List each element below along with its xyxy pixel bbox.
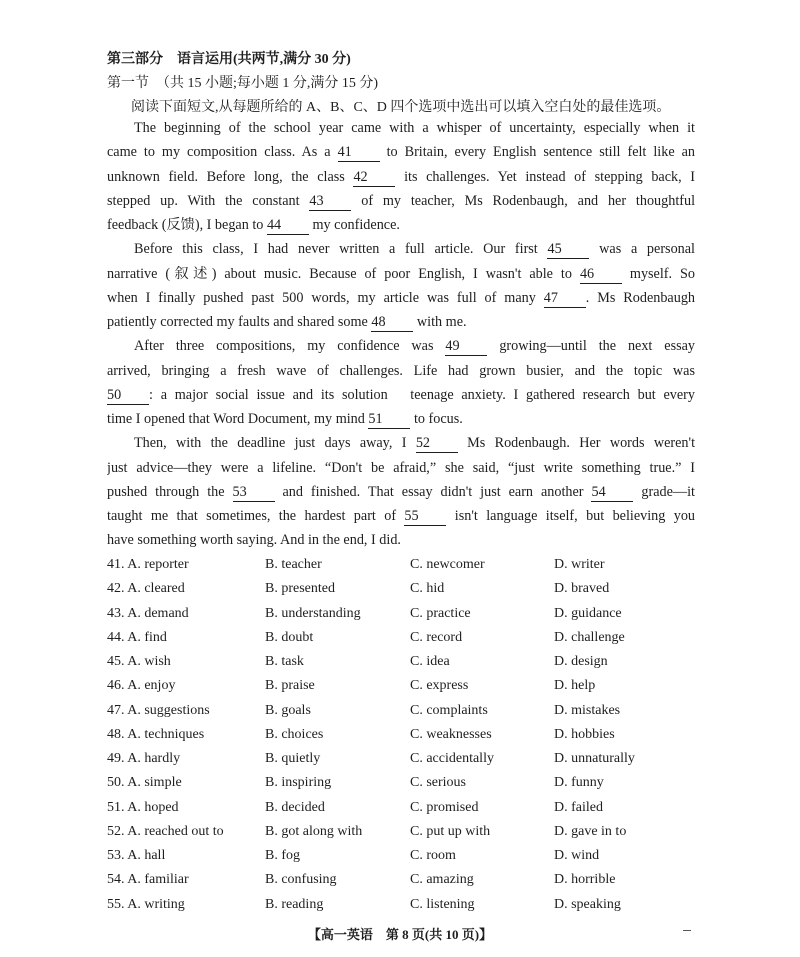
option-b: B. quietly [265,751,321,766]
blank-53: 53 [233,484,275,502]
option-d: D. horrible [554,872,616,888]
passage-line: After three compositions, my confidence was 49 growing—until the next essay [134,338,695,355]
option-d: D. gave in to [554,823,627,839]
option-row [107,821,707,845]
option-a: 41. A. reporter [107,557,189,572]
option-b: B. choices [265,726,324,742]
blank-46: 46 [580,266,622,284]
passage-line: came to my composition class. As a 41 to Britain, every English sentence still felt like an [107,144,695,161]
blank-55: 55 [404,508,446,526]
part-title: 第一节 （共 15 小题;每小题 1 分,满分 15 分) [107,76,379,91]
option-b: B. inspiring [265,775,332,791]
blank-49: 49 [445,338,487,356]
passage-line: when I finally pushed past 500 words, my article was full of many 47 . Ms Rodenbaugh [107,289,695,306]
option-d: D. challenge [554,629,625,645]
passage-line: The beginning of the school year came with a whisper of uncertainty, especially when it [134,120,695,136]
option-c: C. serious [410,775,466,791]
option-a: 44. A. find [107,629,167,645]
option-d: D. failed [554,799,603,815]
option-row [107,894,707,918]
option-row [107,724,707,748]
option-a: 54. A. familiar [107,872,189,888]
option-a: 51. A. hoped [107,799,179,815]
option-d: D. braved [554,581,610,597]
option-d: D. design [554,654,608,669]
blank-52: 52 [416,435,458,453]
blank-54: 54 [591,484,633,502]
option-a: 43. A. demand [107,605,189,621]
option-row [107,651,707,675]
blank-47: 47 [544,290,586,308]
options-list [107,554,707,918]
passage-line: arrived, bringing a fresh wave of challenges. Life had grown busier, and the topic was [107,362,695,379]
section-title: 第三部分 语言运用(共两节,满分 30 分) [107,52,351,67]
option-b: B. got along with [265,823,363,839]
passage-line: patiently corrected my faults and shared some 48 with me. [107,314,467,330]
option-a: 49. A. hardly [107,751,181,766]
option-a: 55. A. writing [107,896,185,912]
option-a: 42. A. cleared [107,581,185,597]
blank-45: 45 [547,241,589,259]
option-b: B. decided [265,799,325,815]
option-row [107,845,707,869]
blank-51: 51 [368,411,410,429]
option-row [107,603,707,627]
option-b: B. understanding [265,605,361,621]
option-a: 53. A. hall [107,848,166,863]
passage-line: taught me that sometimes, the hardest part of 55 isn't language itself, but believing you [107,508,695,524]
option-c: C. practice [410,605,471,621]
passage-line: stepped up. With the constant 43 of my teacher, Ms Rodenbaugh, and her thoughtful [107,192,695,209]
option-c: C. record [410,629,463,645]
option-row [107,675,707,699]
page-footer: 【高一英语 第 8 页(共 10 页)】 [307,927,493,942]
option-row [107,578,707,602]
corner-dash [683,930,691,931]
blank-41: 41 [338,144,380,162]
blank-48: 48 [371,314,413,332]
blank-50: 50 [107,387,149,405]
option-row [107,797,707,821]
passage [107,116,695,553]
option-c: C. put up with [410,823,491,839]
option-d: D. speaking [554,896,621,912]
option-c: C. hid [410,581,445,597]
option-row [107,627,707,651]
option-b: B. doubt [265,629,314,645]
option-a: 52. A. reached out to [107,823,224,839]
passage-line: time I opened that Word Document, my mind 51 to focus. [107,411,463,427]
option-a: 48. A. techniques [107,726,205,742]
option-row [107,748,707,772]
option-row [107,700,707,724]
blank-42: 42 [353,169,395,187]
option-c: C. accidentally [410,751,494,766]
passage-line: pushed through the 53 and finished. That essay didn't just earn another 54 grade—it [107,483,695,500]
option-c: C. room [410,848,456,863]
option-b: B. teacher [265,557,322,572]
option-d: D. guidance [554,605,622,621]
passage-line: have something worth saying. And in the end, I did. [107,532,401,549]
option-b: B. reading [265,896,324,912]
passage-line: narrative (叙述) about music. Because of poor English, I wasn't able to 46 myself. So [107,265,695,282]
blank-43: 43 [309,193,351,211]
option-a: 46. A. enjoy [107,678,176,694]
option-b: B. task [265,654,304,669]
option-b: B. praise [265,678,315,694]
option-d: D. funny [554,775,604,791]
option-a: 45. A. wish [107,654,171,669]
option-d: D. help [554,678,596,694]
option-c: C. express [410,678,469,694]
option-b: B. goals [265,702,311,718]
option-d: D. hobbies [554,726,615,742]
option-a: 50. A. simple [107,775,182,791]
passage-line: just advice—they were a lifeline. “Don't be afraid,” she said, “just write something true.” I [107,459,695,476]
blank-44: 44 [267,217,309,235]
option-d: D. writer [554,557,605,572]
option-d: D. unnaturally [554,751,635,766]
passage-line: unknown field. Before long, the class 42 its challenges. Yet instead of stepping back, I [107,168,695,185]
passage-line: 50 : a major social issue and its solution teenage anxiety. I gathered research but every [107,386,695,403]
option-d: D. mistakes [554,702,621,718]
option-row [107,869,707,893]
option-b: B. confusing [265,872,337,888]
option-b: B. presented [265,581,335,597]
option-c: C. amazing [410,872,474,888]
option-a: 47. A. suggestions [107,702,210,718]
option-row [107,772,707,796]
option-c: C. weaknesses [410,726,492,742]
option-c: C. promised [410,799,479,815]
option-d: D. wind [554,848,600,863]
option-c: C. listening [410,896,475,912]
option-c: C. complaints [410,702,488,718]
passage-line: Before this class, I had never written a full article. Our first 45 was a personal [134,241,695,258]
instruction-text: 阅读下面短文,从每题所给的 A、B、C、D 四个选项中选出可以填入空白处的最佳选项。 [131,100,671,115]
option-c: C. newcomer [410,557,485,572]
option-row [107,554,707,578]
option-b: B. fog [265,848,300,863]
option-c: C. idea [410,654,450,669]
passage-line: Then, with the deadline just days away, I 52 Ms Rodenbaugh. Her words weren't [134,435,695,452]
passage-line: feedback (反馈), I began to 44 my confidence. [107,217,400,233]
